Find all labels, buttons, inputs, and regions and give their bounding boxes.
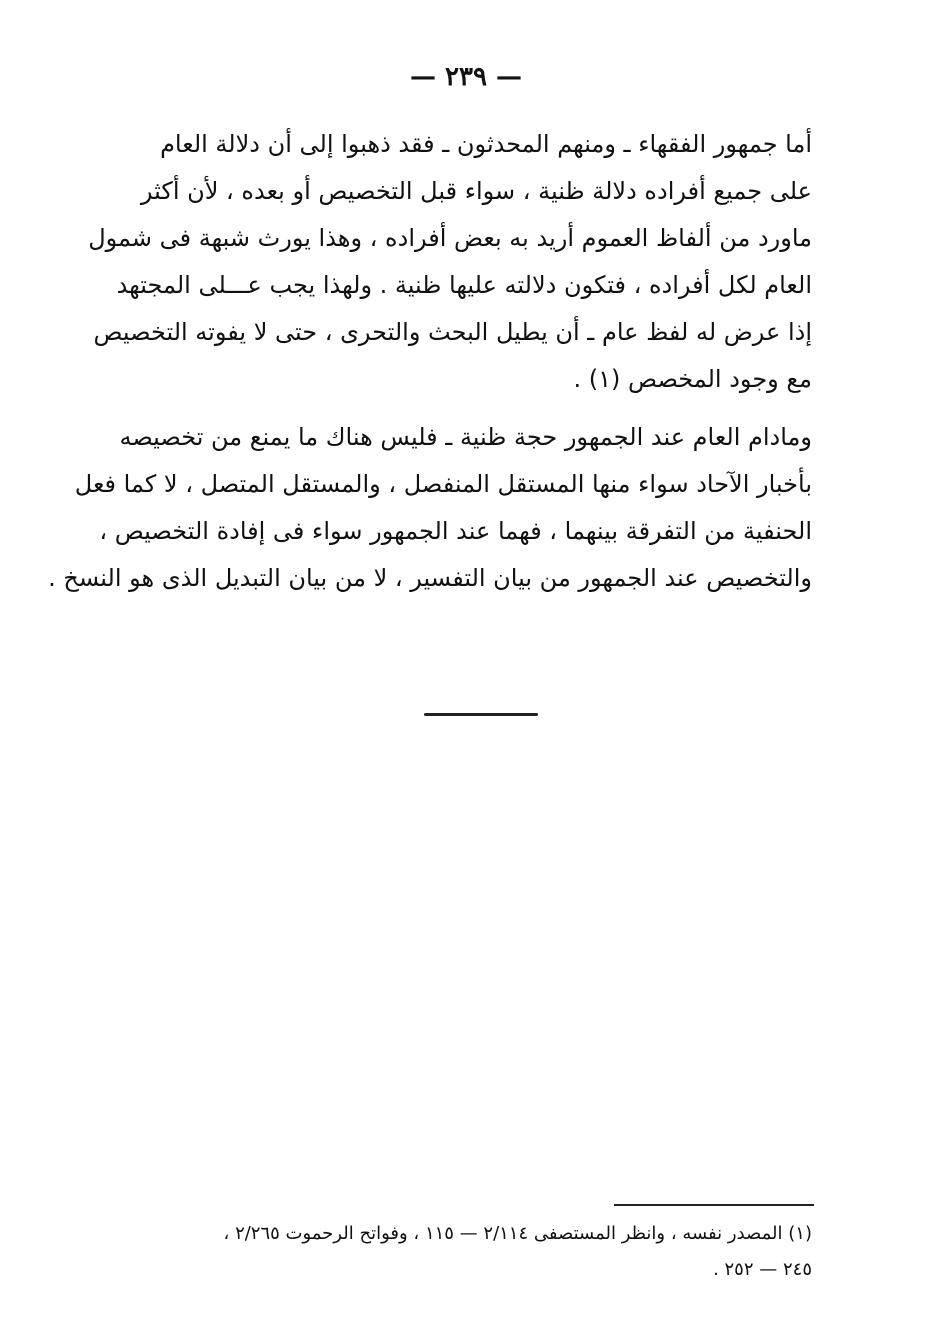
paragraph-2 xyxy=(48,414,812,602)
paragraph-line: العام لكل أفراده ، فتكون دلالته عليها ظنية . ولهذا يجب عـــلى المجتهد xyxy=(116,271,812,299)
paragraph-line: ماورد من ألفاظ العموم أريد به بعض أفراده ، وهذا يورث شبهة فى شمول xyxy=(88,224,812,252)
page-number: — ٢٣٩ — xyxy=(409,62,523,92)
paragraph-line: ومادام العام عند الجمهور حجة ظنية ـ فليس هناك ما يمنع من تخصيصه xyxy=(119,423,812,451)
paragraph-line: الحنفية من التفرقة بينهما ، فهما عند الجمهور سواء فى إفادة التخصيص ، xyxy=(99,517,812,545)
paragraph-line: مع وجود المخصص (١) . xyxy=(573,365,812,393)
paragraph-line: بأخبار الآحاد سواء منها المستقل المنفصل ، والمستقل المتصل ، لا كما فعل xyxy=(74,470,812,498)
paragraph-line: والتخصيص عند الجمهور من بيان التفسير ، لا من بيان التبديل الذى هو النسخ . xyxy=(48,564,812,592)
footnote-line: (١) المصدر نفسه ، وانظر المستصفى ٢/١١٤ — ١١٥ ، وفواتح الرحموت ٢/٢٦٥ ، xyxy=(223,1223,812,1244)
footnote-divider xyxy=(614,1204,814,1206)
paragraph-line: إذا عرض له لفظ عام ـ أن يطيل البحث والتحرى ، حتى لا يفوته التخصيص xyxy=(93,318,812,346)
paragraph-1 xyxy=(88,121,812,403)
footnote xyxy=(150,1216,812,1288)
footnote-line: ٢٤٥ — ٢٥٢ . xyxy=(713,1259,812,1280)
paragraph-line: أما جمهور الفقهاء ـ ومنهم المحدثون ـ فقد ذهبوا إلى أن دلالة العام xyxy=(160,130,812,158)
paragraph-line: على جميع أفراده دلالة ظنية ، سواء قبل التخصيص أو بعده ، لأن أكثر xyxy=(140,177,812,205)
section-divider xyxy=(424,713,538,716)
